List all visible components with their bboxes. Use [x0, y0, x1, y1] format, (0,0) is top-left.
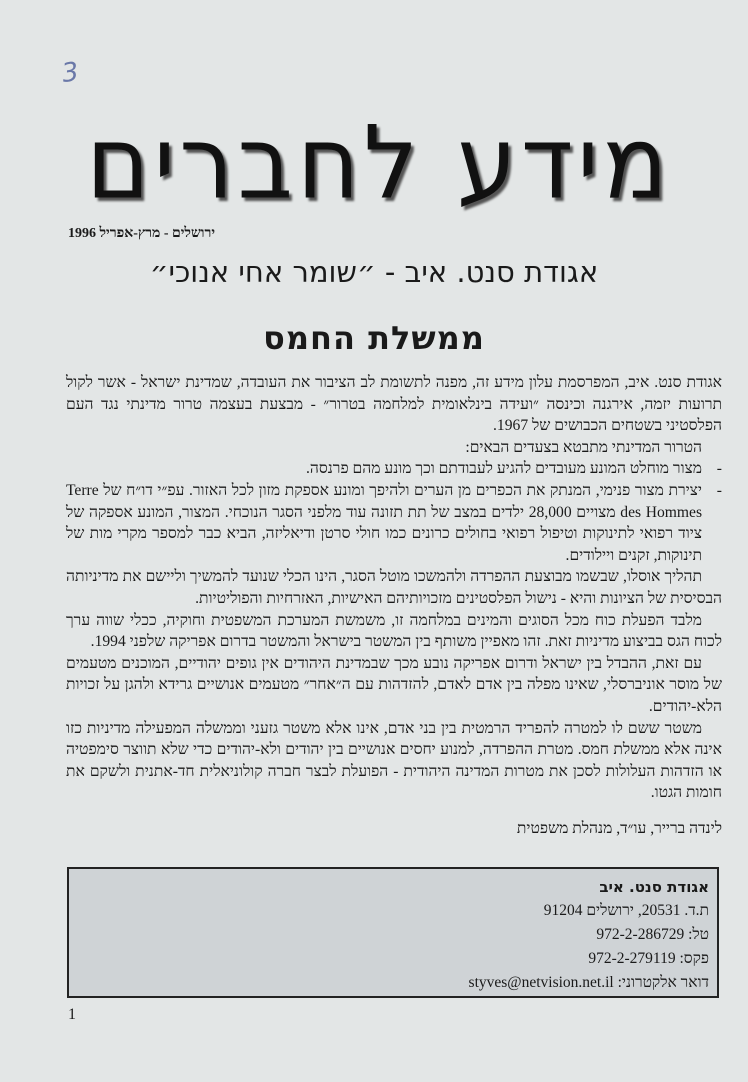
- list-item: [66, 480, 722, 566]
- dash-bullet: -: [716, 460, 722, 478]
- contact-org: אגודת סנט. איב: [599, 878, 709, 896]
- page-number: 1: [68, 1006, 76, 1023]
- contact-address: ת.ד. 20531, ירושלים 91204: [543, 902, 709, 919]
- paragraph: משטר ששם לו למטרה להפריד הרמטית בין בני אדם, אינו אלא משטר גזעני וממשלה המפעילה מדיניות כזו אינה אלא ממשלת חמס. מטרת ההפרדה, למנוע יחסים אנושיים בין יהודים ולא-יהודים כדי שלא תווצר סימפטיה או הזדהות העלולות לסכן את מטרות המדינה היהודית - הפועלת לבצר חברה קולוניאלית חד-אתנית ולשקם את חומות הגטו.: [66, 719, 722, 802]
- subtitle: אגודת סנט. איב - ״שומר אחי אנוכי״: [149, 255, 599, 289]
- list-item: [66, 458, 722, 480]
- contact-box: [67, 867, 719, 998]
- paragraph: תהליך אוסלו, שבשמו מבוצעת ההפרדה ולהמשכו מוטל הסגר, הינו הכלי שנועד להמשיך וליישם את מדיניותה הבסיסית של הציונות והיא - נישול הפלסטינים מזכויותיהם האישיות, האזרחיות והפוליטיות.: [66, 568, 722, 607]
- intro-paragraph: אגודת סנט. איב, המפרסמת עלון מידע זה, מפנה לתשומת לב הציבור את העובדה, שמדינת ישראל - אשר לקול תרועות יזמה, אירגנה וכינסה ״ועידה בינלאומית למלחמה בטרור״ - מבצעת בעצמה טרור מדינתי נגד העם הפלסטיני בשטחים הכבושים של 1967.: [66, 374, 722, 435]
- signature: לינדה ברייר, עו״ד, מנהלת משפטית: [516, 819, 722, 837]
- article-body: [66, 372, 722, 839]
- handwritten-page-mark: 3: [59, 56, 81, 90]
- paragraph: מלבד הפעלת כוח מכל הסוגים והמינים במלחמה זו, משמשת המערכת המשפטית וחוקיה, ככלי שווה ערך לכוח הגס בביצוע מדיניות זאת. זהו מאפיין משותף בין המשטר בישראל והמשטר בדרום אפריקה שלפני 1994.: [66, 611, 722, 651]
- date-line: ירושלים - מרץ-אפריל 1996: [68, 226, 215, 241]
- list-item-text: יצירת מצור פנימי, המנתק את הכפרים מן הערים ולהיפך ומונע אספקת מזון לכל האזור. עפ״י דו״ח של Terre des Hommes מצויים 28,000 ילדים במצב של תת תזונה עוד מלפני הסגר הנוכחי. המצור, המונע אספקה של ציוד רפואי לתינוקות וטיפול רפואי בחולים כרונים כמו חולי סרטן ודיאליזה, הביא כבר למספר מקרי מות של תינוקות, זקנים ויילודים.: [66, 481, 703, 564]
- list-item-text: מצור מוחלט המונע מעובדים להגיע לעבודתם וכך מונע מהם פרנסה.: [306, 460, 702, 478]
- newsletter-title: מידע לחברים: [86, 104, 672, 222]
- article-heading: ממשלת החמס: [263, 319, 485, 357]
- dash-bullet: -: [716, 481, 722, 499]
- list-intro: הטרור המדינתי מתבטא בצעדים הבאים:: [465, 438, 702, 456]
- contact-email: דואר אלקטרוני: styves@netvision.net.il: [468, 974, 709, 991]
- paragraph: עם זאת, ההבדל בין ישראל ודרום אפריקה נובע מכך שבמדינת היהודים אין גופים יהודיים, המוכנים מטעמים של מוסר אוניברסלי, שאינו מפלה בין אדם לאדם, להזדהות עם ה״אחר״ מטעמים אנושיים גרידא ולהגן על זכויות הלא-יהודים.: [66, 654, 722, 715]
- contact-phone: טל: 972-2-286729: [596, 926, 709, 943]
- contact-fax: פקס: 972-2-279119: [588, 950, 709, 967]
